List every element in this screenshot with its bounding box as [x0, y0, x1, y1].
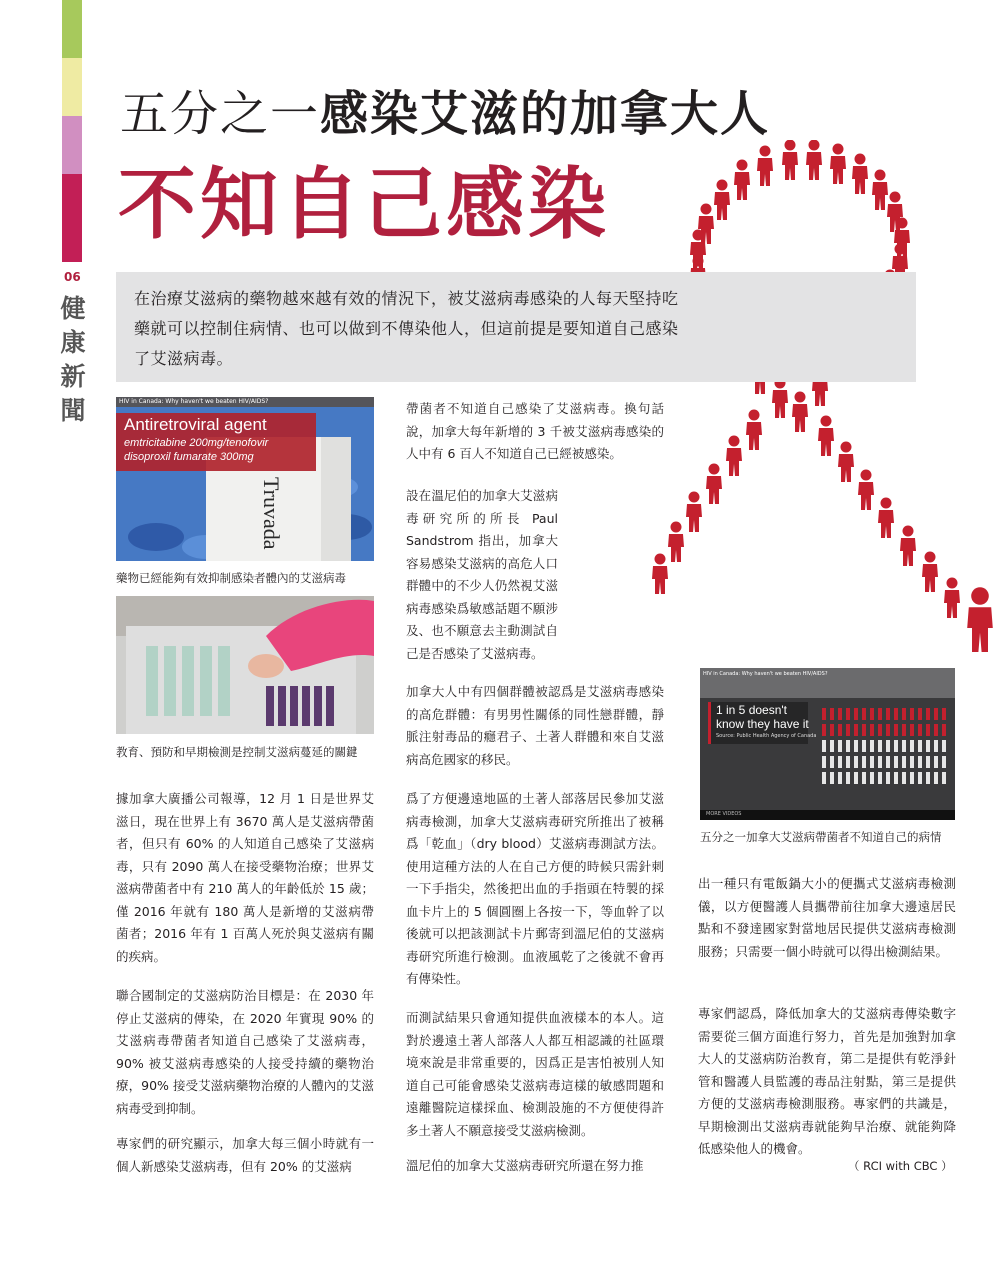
color-bar-yellow [62, 58, 82, 116]
photo-stat [700, 668, 955, 820]
section-label: 健康新聞 [60, 294, 86, 425]
caption-drug: 藥物已經能夠有效抑制感染者體內的艾滋病毒 [116, 571, 346, 585]
photo-lab [116, 596, 374, 734]
stat-top-label: HIV in Canada: Why haven't we beaten HIV/AIDS? [703, 671, 828, 677]
drug-top-label: HIV in Canada: Why haven't we beaten HIV/AIDS? [119, 398, 269, 405]
col1-paragraph-3: 專家們的研究顯示，加拿大每三個小時就有一個人新感染艾滋病毒，但有 20% 的艾滋病 [116, 1136, 374, 1174]
caption-stat: 五分之一加拿大艾滋病帶菌者不知道自己的病情 [700, 830, 942, 844]
col2-sandstrom-paragraph: 設在溫尼伯的加拿大艾滋病毒研究所的所長 Paul Sandstrom 指出，加拿大容易感染艾滋病的高危人口群體中的不少人仍然視艾滋病毒感染爲敏感話題不願涉及、也不願意去主動測試自己是否感染了艾滋病毒。 [406, 488, 558, 661]
headline-bold: 感染艾滋的加拿大人 [320, 86, 771, 142]
headline-light: 五分之一 [120, 86, 321, 142]
page-number: 06 [64, 270, 81, 284]
col2-paragraph-6: 溫尼伯的加拿大艾滋病毒研究所還在努力推 [406, 1158, 644, 1173]
col2-paragraph-5: 而測試結果只會通知提供血液樣本的本人。這對於邊遠土著人部落人人都互相認識的社區環境來說是非常重要的，因爲正是害怕被別人知道自己可能會感染艾滋病毒這樣的敏感問題和遠離醫院這樣採血、檢測設施的不方便使得許多土著人不願意接受艾滋病檢測。 [406, 1010, 664, 1138]
col1-paragraph-2: 聯合國制定的艾滋病防治目標是：在 2030 年停止艾滋病的傳染，在 2020 年實現 90% 的艾滋病毒帶菌者知道自己感染了艾滋病毒，90% 被艾滋病毒感染的人接受持續的藥物治療，90% 接受艾滋病藥物治療的人體內的艾滋病毒受到抑制。 [116, 988, 374, 1116]
lab-photo-graphic [116, 596, 374, 734]
stat-source: Source: Public Health Agency of Canada [716, 733, 817, 739]
stat-photo-graphic [700, 668, 955, 820]
photo-drug [116, 397, 374, 561]
color-bar-red [62, 174, 82, 262]
stat-watermark: MORE VIDEOS [706, 811, 742, 817]
col3-paragraph-2: 專家們認爲，降低加拿大的艾滋病毒傳染數字需要從三個方面進行努力，首先是加強對加拿大人的艾滋病防治教育，第二是提供有乾淨針管和醫護人員監護的毒品注射點，第三是提供方便的艾滋病毒檢測服務。專家們的共識是，早期檢測出艾滋病毒就能夠早治療、就能夠降低感染他人的機會。 [698, 1006, 956, 1156]
drug-banner-line1: emtricitabine 200mg/tenofovir [124, 437, 269, 449]
drug-brand-label: Truvada [259, 477, 284, 550]
stat-headline-2: know they have it [716, 717, 809, 731]
col2-paragraph-4: 爲了方便邊遠地區的土著人部落居民參加艾滋病毒檢測，加拿大艾滋病毒研究所推出了被稱爲「乾血」（dry blood）艾滋病毒測試方法。使用這種方法的人在自己方便的時候只需針刺一下手指尖，然後把出血的手指頭在特製的採血卡片上的 5 個圓圈上各按一下，等血幹了以後就可以把該測試卡片郵寄到溫尼伯的艾滋病毒研究所進行檢測。血液風乾了之後就不會再有傳染性。 [406, 791, 664, 986]
col1-paragraph-1: 據加拿大廣播公司報導，12 月 1 日是世界艾滋日，現在世界上有 3670 萬人是艾滋病帶菌者，但只有 60% 的人知道自己感染了艾滋病毒，只有 2090 萬人在接受藥物治療；世界艾滋病帶菌者中有 210 萬人的年齡低於 15 歲；僅 2016 年就有 180 萬人是新增的艾滋病帶菌者；2016 年有 1 百萬人死於與艾滋病有關的疾病。 [116, 791, 374, 964]
color-bar-pink [62, 116, 82, 174]
stat-headline-1: 1 in 5 doesn't [716, 703, 788, 717]
headline [120, 84, 770, 144]
color-bar-green [62, 0, 82, 58]
subheadline: 不知自己感染 [118, 159, 611, 250]
caption-lab: 教育、預防和早期檢測是控制艾滋病蔓延的關鍵 [116, 745, 358, 759]
source-credit: （ RCI with CBC ） [848, 1159, 953, 1173]
col2-top-paragraph: 帶菌者不知道自己感染了艾滋病毒。換句話說，加拿大每年新增的 3 千被艾滋病毒感染的人中有 6 百人不知道自己已經被感染。 [406, 401, 664, 461]
drug-banner-title: Antiretroviral agent [124, 415, 267, 434]
col3-paragraph-1: 出一種只有電飯鍋大小的便攜式艾滋病毒檢測儀，以方便醫護人員攜帶前往加拿大邊遠居民點和不發達國家對當地居民提供艾滋病毒檢測服務；只需要一個小時就可以得出檢測結果。 [698, 876, 956, 959]
col2-groups-paragraph: 加拿大人中有四個群體被認爲是艾滋病毒感染的高危群體：有男男性關係的同性戀群體，靜脈注射毒品的癮君子、土著人群體和來自艾滋病高危國家的移民。 [406, 684, 664, 767]
ribbon-people-illustration [630, 140, 1000, 660]
drug-banner-line2: disoproxil fumarate 300mg [124, 451, 254, 463]
lead-text: 在治療艾滋病的藥物越來越有效的情況下，被艾滋病毒感染的人每天堅持吃藥就可以控制住病情、也可以做到不傳染他人，但這前提是要知道自己感染了艾滋病毒。 [134, 289, 679, 368]
